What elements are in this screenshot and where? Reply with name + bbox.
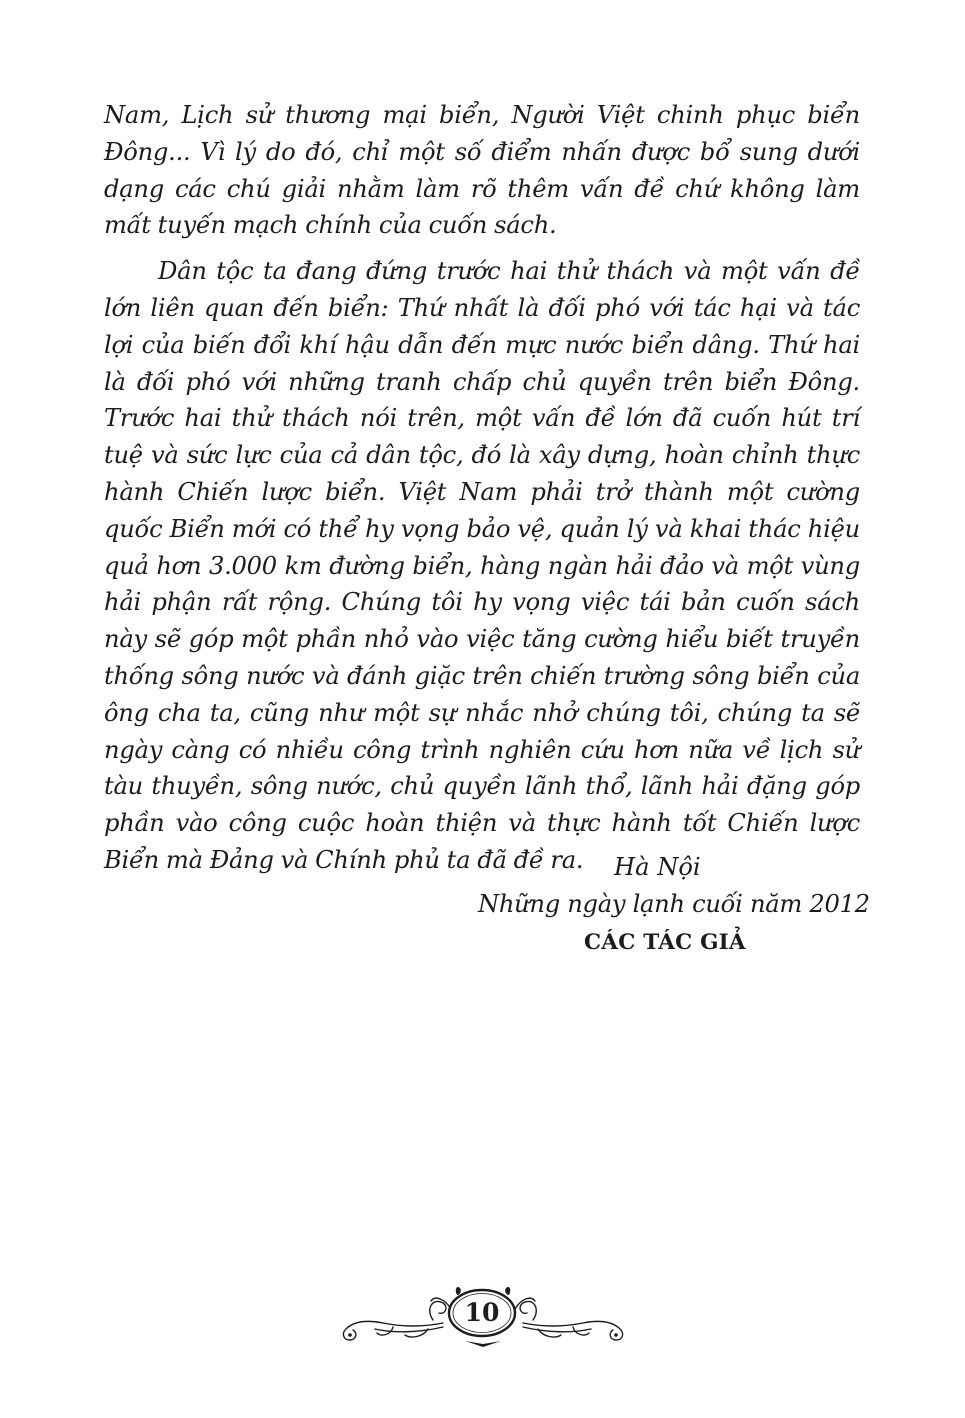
main-text [104,97,860,879]
signature-place: Hà Nội [614,853,701,881]
page-number: 10 [464,1298,500,1327]
paragraph-continuation: Nam, Lịch sử thương mại biển, Người Việt chinh phục biển Đông... Vì lý do đó, chỉ một số điểm nhấn được bổ sung dưới dạng các chú giải nhằm làm rõ thêm vấn đề chứ không làm mất tuyến mạch chính của cuốn sách. [104,101,860,240]
signature-authors: CÁC TÁC GIẢ [584,930,746,955]
signature-date: Những ngày lạnh cuối năm 2012 [478,890,870,918]
paragraph-challenges: Dân tộc ta đang đứng trước hai thử thách và một vấn đề lớn liên quan đến biển: Thứ nhất là đối phó với tác hại và tác lợi của biến đổi khí hậu dẫn đến mực nước biển dâng. Thứ hai là đối phó với những tranh chấp chủ quyền trên biển Đông. Trước hai thử thách nói trên, một vấn đề lớn đã cuốn hút trí tuệ và sức lực của cả dân tộc, đó là xây dựng, hoàn chỉnh thực hành Chiến lược biển. Việt Nam phải trở thành một cường quốc Biển mới có thể hy vọng bảo vệ, quản lý và khai thác hiệu quả hơn 3.000 km đường biển, hàng ngàn hải đảo và một vùng hải phận rất rộng. Chúng tôi hy vọng việc tái bản cuốn sách này sẽ góp một phần nhỏ vào việc tăng cường hiểu biết truyền thống sông nước và đánh giặc trên chiến trường sông biển của ông cha ta, cũng như một sự nhắc nhở chúng tôi, chúng ta sẽ ngày càng có nhiều công trình nghiên cứu hơn nữa về lịch sử tàu thuyền, sông nước, chủ quyền lãnh thổ, lãnh hải đặng góp phần vào công cuộc hoàn thiện và thực hành tốt Chiến lược Biển mà Đảng và Chính phủ ta đã đề ra. [104,257,860,874]
